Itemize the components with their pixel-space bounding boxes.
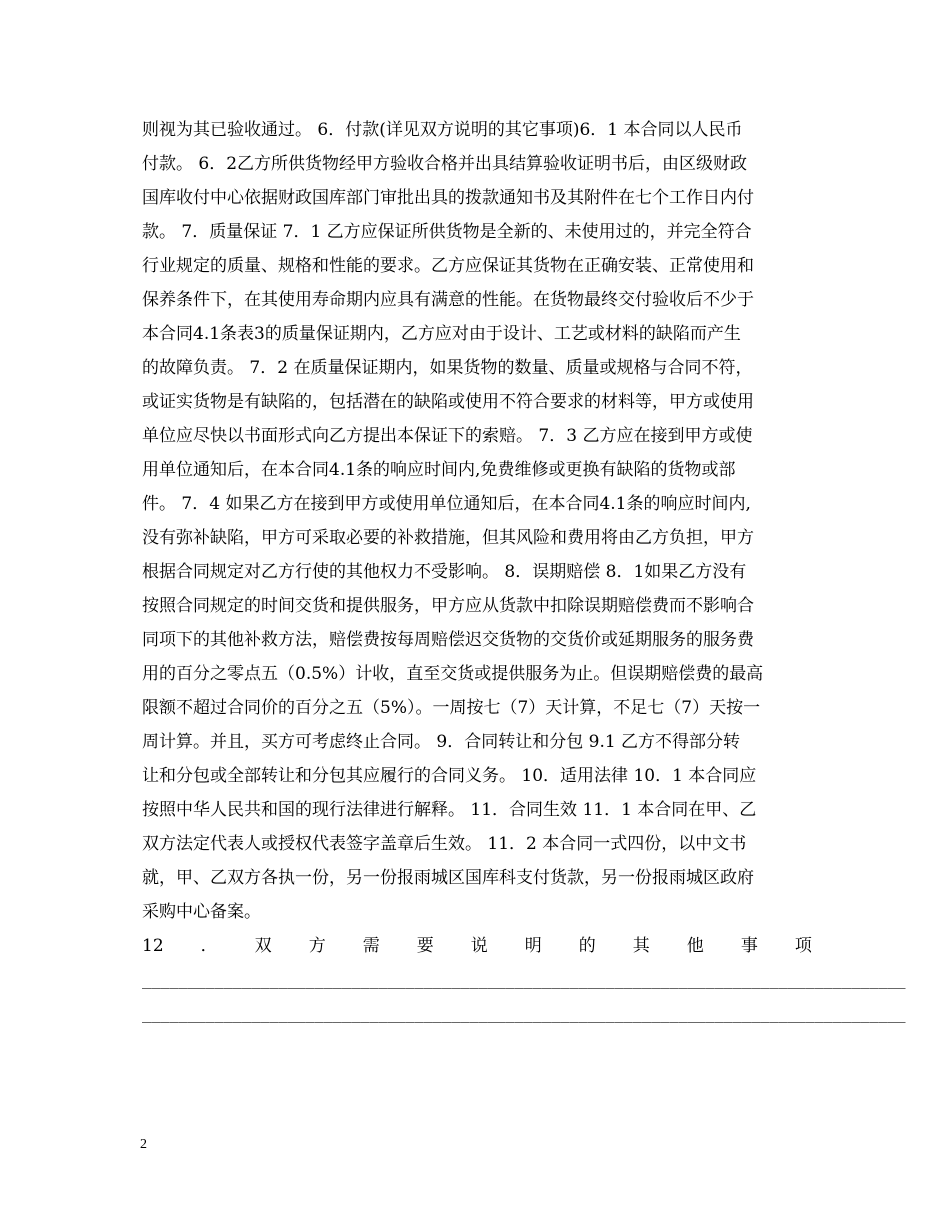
text-line: 双方法定代表人或授权代表签字盖章后生效。 11．2 本合同一式四份，以中文书	[142, 834, 747, 854]
section-12-char: 其	[632, 936, 650, 956]
text-line: 按照合同规定的时间交货和提供服务，甲方应从货款中扣除误期赔偿费而不影响合	[142, 596, 754, 616]
text-line: 行业规定的质量、规格和性能的要求。乙方应保证其货物在正确安装、正常使用和	[142, 256, 754, 276]
text-line: 付款。 6．2乙方所供货物经甲方验收合格并出具结算验收证明书后，由区级财政	[142, 154, 748, 174]
section-12-char: 方	[308, 936, 326, 956]
page-number: 2	[140, 1137, 147, 1152]
section-12-char: 他	[686, 936, 704, 956]
text-line: 采购中心备案。	[142, 902, 261, 922]
text-line: 款。 7．质量保证 7．1 乙方应保证所供货物是全新的、未使用过的，并完全符合	[142, 222, 752, 242]
fill-in-blank-line: ____________________________________________________________________________________	[142, 1005, 906, 1023]
text-line: 的故障负责。 7．2 在质量保证期内，如果货物的数量、质量或规格与合同不符，	[142, 358, 753, 378]
contract-body-text	[142, 113, 906, 1031]
section-12-char: 的	[578, 936, 596, 956]
text-line: 本合同4.1条表3的质量保证期内，乙方应对由于设计、工艺或材料的缺陷而产生	[142, 324, 741, 344]
text-line: 同项下的其他补救方法，赔偿费按每周赔偿迟交货物的交货价或延期服务的服务费	[142, 630, 754, 650]
section-12-char: 事	[740, 936, 758, 956]
text-line: 则视为其已验收通过。 6．付款(详见双方说明的其它事项)6．1 本合同以人民币	[142, 120, 743, 140]
text-line: 保养条件下，在其使用寿命期内应具有满意的性能。在货物最终交付验收后不少于	[142, 290, 754, 310]
section-12-char: 12	[142, 936, 164, 956]
section-12-char: 说	[470, 936, 488, 956]
text-line: 周计算。并且，买方可考虑终止合同。 9．合同转让和分包 9.1 乙方不得部分转	[142, 732, 741, 752]
section-12-char: ．	[200, 936, 218, 956]
text-line: 单位应尽快以书面形式向乙方提出本保证下的索赔。 7．3 乙方应在接到甲方或使	[142, 426, 753, 446]
text-line: 让和分包或全部转让和分包其应履行的合同义务。 10．适用法律 10．1 本合同应	[142, 766, 757, 786]
section-12-char: 明	[524, 936, 542, 956]
text-line: 没有弥补缺陷，甲方可采取必要的补救措施，但其风险和费用将由乙方负担，甲方	[142, 528, 754, 548]
section-12-heading	[142, 929, 812, 963]
section-12-char: 需	[362, 936, 380, 956]
section-12-char: 项	[794, 936, 812, 956]
text-line: 或证实货物是有缺陷的，包括潜在的缺陷或使用不符合要求的材料等，甲方或使用	[142, 392, 754, 412]
section-12-char: 要	[416, 936, 434, 956]
fill-in-blank-line: ____________________________________________________________________________________	[142, 971, 906, 989]
text-line: 件。 7．4 如果乙方在接到甲方或使用单位通知后，在本合同4.1条的响应时间内,	[142, 494, 751, 514]
text-line: 限额不超过合同价的百分之五（5%）。一周按七（7）天计算，不足七（7）天按一	[142, 698, 761, 718]
text-line: 国库收付中心依据财政国库部门审批出具的拨款通知书及其附件在七个工作日内付	[142, 188, 754, 208]
text-line: 根据合同规定对乙方行使的其他权力不受影响。 8．误期赔偿 8．1如果乙方没有	[142, 562, 747, 582]
text-line: 用的百分之零点五（0.5%）计收，直至交货或提供服务为止。但误期赔偿费的最高	[142, 664, 764, 684]
text-line: 用单位通知后，在本合同4.1条的响应时间内,免费维修或更换有缺陷的货物或部	[142, 460, 736, 480]
text-line: 就，甲、乙双方各执一份，另一份报雨城区国库科支付货款，另一份报雨城区政府	[142, 868, 754, 888]
text-line: 按照中华人民共和国的现行法律进行解释。 11．合同生效 11．1 本合同在甲、乙	[142, 800, 757, 820]
section-12-char: 双	[254, 936, 272, 956]
